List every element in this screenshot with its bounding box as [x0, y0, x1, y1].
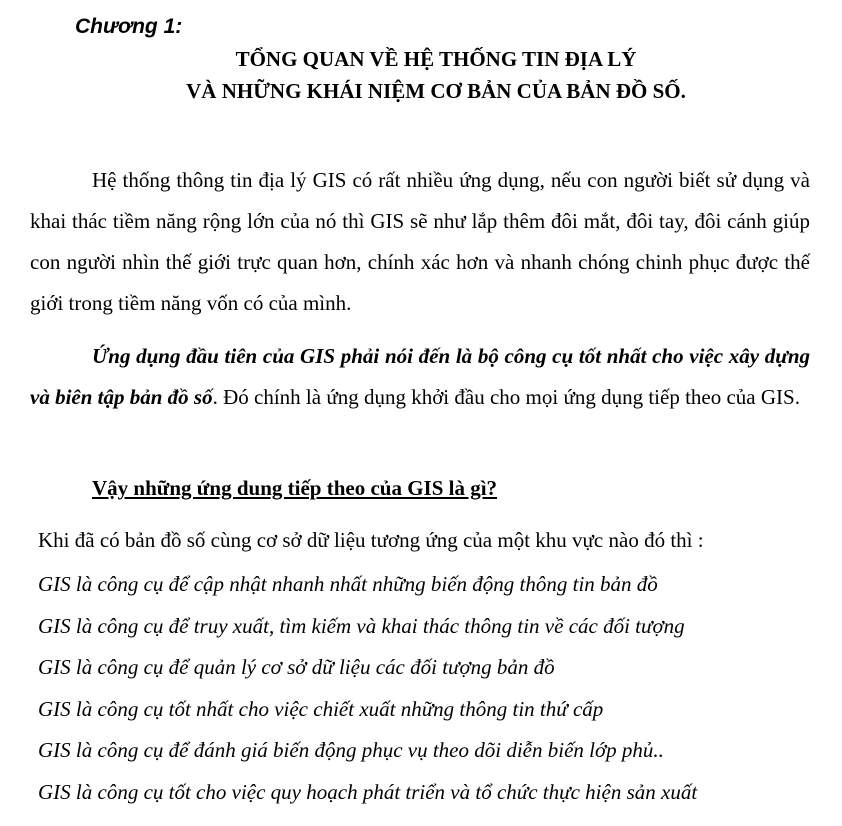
paragraph-1	[30, 160, 810, 324]
intro-sentence: Khi đã có bản đồ số cùng cơ sở dữ liệu tương ứng của một khu vực nào đó thì :	[38, 528, 704, 552]
gis-uses-list	[38, 564, 697, 813]
list-item: GIS là công cụ để đánh giá biến động phục vụ theo dõi diễn biến lớp phủ..	[38, 738, 664, 762]
paragraph-1-text: Hệ thống thông tin địa lý GIS có rất nhiều ứng dụng, nếu con người biết sử dụng và khai thác tiềm năng rộng lớn của nó thì GIS sẽ như lắp thêm đôi mắt, đôi tay, đôi cánh giúp con người nhìn thế giới trực quan hơn, chính xác hơn và nhanh chóng chinh phục được thế giới trong tiềm năng vốn có của mình.	[30, 168, 810, 315]
section-question: Vậy những ứng dung tiếp theo của GIS là gì?	[92, 476, 498, 500]
list-item: GIS là công cụ tốt nhất cho việc chiết xuất những thông tin thứ cấp	[38, 696, 604, 721]
paragraph-2-rest: . Đó chính là ứng dụng khởi đầu cho mọi ứng dụng tiếp theo của GIS.	[212, 385, 800, 409]
title-line-2: VÀ NHỮNG KHÁI NIỆM CƠ BẢN CỦA BẢN ĐỒ SỐ.	[186, 79, 686, 103]
paragraph-2-emphasis: Ứng dụng đầu tiên của GIS phải nói đến là bộ công cụ tốt nhất cho việc xây dựng và biên tập bản đồ số	[30, 344, 810, 409]
list-item: GIS là công cụ để quản lý cơ sở dữ liệu các đối tượng bản đồ	[38, 655, 555, 679]
paragraph-2	[30, 336, 810, 418]
list-item: GIS là công cụ để truy xuất, tìm kiếm và khai thác thông tin về các đối tượng	[38, 613, 685, 638]
chapter-label: Chương 1:	[75, 15, 183, 38]
list-item: GIS là công cụ tốt cho việc quy hoạch phát triển và tổ chức thực hiện sản xuất	[38, 779, 698, 804]
list-item: GIS là công cụ để cập nhật nhanh nhất những biến động thông tin bản đồ	[38, 572, 658, 596]
title-line-1: TỔNG QUAN VỀ HỆ THỐNG TIN ĐỊA LÝ	[235, 47, 637, 71]
